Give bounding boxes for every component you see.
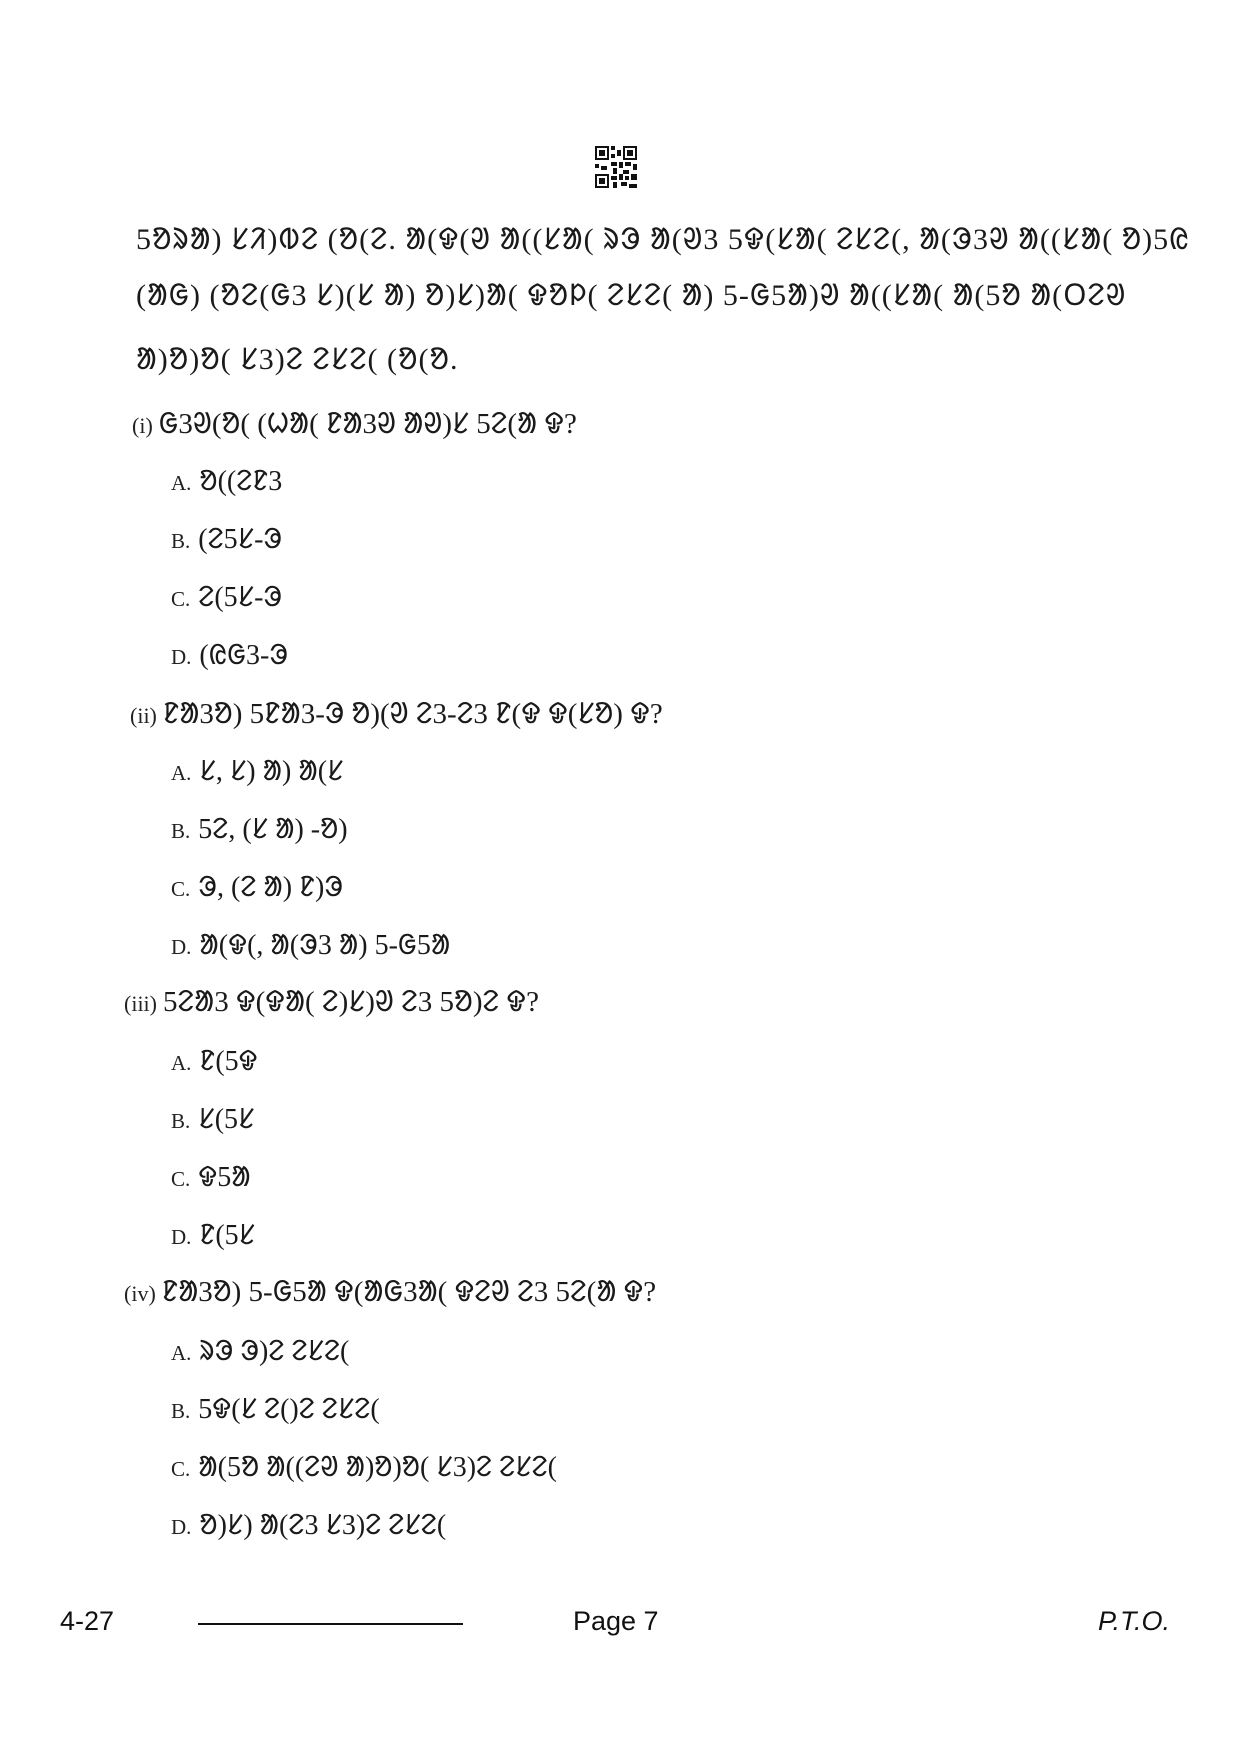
option-2c: C. ᱳ, (ᱮ ᱟ) ᱱ)ᱳ [171,872,344,903]
option-1b: B. (ᱮ5ᱥ-ᱳ [171,524,283,555]
qr-code-icon [595,146,637,188]
page-number: Page 7 [573,1606,659,1636]
option-2a: A. ᱥ, ᱥ) ᱟ) ᱟ(ᱥ [171,756,344,787]
option-4a: A. ᱨᱳ ᱳ)ᱮ ᱮᱥᱮ( [171,1336,350,1367]
option-1d: D. (ᱭᱜ3-ᱳ [171,640,289,671]
option-3b: B. ᱥ(5ᱥ [171,1104,255,1135]
question-number: (iv) [124,1281,156,1306]
option-4d: D. ᱚ)ᱥ) ᱟ(ᱮ3 ᱥ3)ᱮ ᱮᱥᱮ( [171,1510,447,1541]
option-4b: B. 5ᱫ(ᱥ ᱮ()ᱮ ᱮᱥᱮ( [171,1394,380,1425]
pto-label: P.T.O. [1098,1606,1171,1636]
question-4 [124,1272,656,1314]
question-2 [130,694,663,736]
paper-code: 4-27 [60,1606,115,1636]
question-text: ᱱᱟ3ᱚ) 5ᱱᱟ3-ᱳ ᱚ)(ᱣ ᱮ3-ᱮ3 ᱱ(ᱫ ᱫ(ᱥᱚ) ᱫ? [162,698,663,730]
question-text: 5ᱮᱟ3 ᱫ(ᱫᱟ( ᱮ)ᱥ)ᱣ ᱮ3 5ᱚ)ᱮ ᱫ? [163,986,539,1018]
question-text: ᱱᱟ3ᱚ) 5-ᱜ5ᱟ ᱫ(ᱟᱜ3ᱟ( ᱫᱮᱣ ᱮ3 5ᱮ(ᱟ ᱫ? [161,1276,657,1308]
footer-divider [198,1623,463,1625]
passage-line-3: ᱟ)ᱚ)ᱚ( ᱥ3)ᱮ ᱮᱥᱮ( (ᱚ(ᱚ. [136,343,459,376]
option-1a: A. ᱚ((ᱮᱱ3 [171,466,283,497]
question-text: ᱜ3ᱣ(ᱚ( (ᱦᱟ( ᱱᱟ3ᱣ ᱟᱣ)ᱥ 5ᱮ(ᱟ ᱫ? [158,408,577,440]
question-1 [132,404,577,446]
passage-line-1: 5ᱚᱨᱟ) ᱥᱤ)ᱵᱮ (ᱚ(ᱮ. ᱟ(ᱫ(ᱣ ᱟ((ᱥᱟ( ᱨᱳ ᱟ(ᱣ3 5ᱫ(ᱥᱟ( ᱮᱥᱮ(, ᱟ(ᱳ3ᱣ ᱟ((ᱥᱟ( ᱚ)5ᱭ [136,223,1190,256]
question-number: (i) [132,413,153,438]
passage-line-2: (ᱟᱜ) (ᱚᱮ(ᱜ3 ᱥ)(ᱥ ᱟ) ᱚ)ᱥ)ᱟ( ᱫᱚᱞ( ᱮᱥᱮ( ᱟ) 5-ᱜ5ᱟ)ᱣ ᱟ((ᱥᱟ( ᱟ(5ᱚ ᱟ(ᱛᱮᱣ [136,279,1127,312]
question-number: (ii) [130,703,157,728]
option-2b: B. 5ᱮ, (ᱥ ᱟ) -ᱚ) [171,814,348,845]
question-number: (iii) [124,991,157,1016]
option-3d: D. ᱱ(5ᱥ [171,1220,256,1251]
option-3a: A. ᱱ(5ᱫ [171,1046,258,1077]
option-1c: C. ᱮ(5ᱥ-ᱳ [171,582,283,613]
option-3c: C. ᱫ5ᱟ [171,1162,251,1193]
question-3 [124,982,539,1024]
option-4c: C. ᱟ(5ᱚ ᱟ((ᱮᱣ ᱟ)ᱚ)ᱚ( ᱥ3)ᱮ ᱮᱥᱮ( [171,1452,558,1483]
option-2d: D. ᱟ(ᱫ(, ᱟ(ᱳ3 ᱟ) 5-ᱜ5ᱟ [171,930,451,961]
